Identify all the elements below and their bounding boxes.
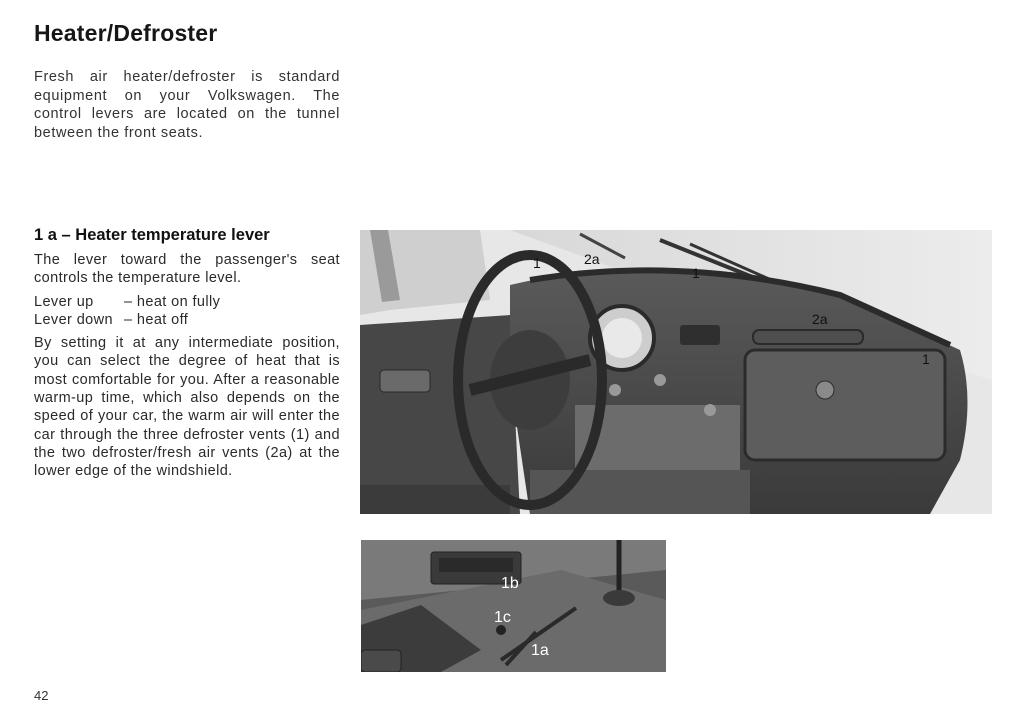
intro-paragraph: Fresh air heater/defroster is standard equipment on your Volkswagen. The control levers are located on the tunnel between the front seats. [34,69,340,141]
vent-callout-2a-center: 2a [584,251,600,267]
lever-position-label: Lever up [34,293,94,310]
vent-callout-2a-right: 2a [812,311,828,327]
lever-position-label: Lever down [34,311,113,328]
heat-setting-paragraph: By setting it at any intermediate position, you can select the degree of heat that is most comfortable for you. After a reasonable warm-up time, which also depends on the speed of your car, the warm air will enter the car through the three defroster vents (1) and the two defroster/fresh air vents (2a) at the lower edge of the windshield. [34,335,340,480]
lever-description: The lever toward the passenger's seat controls the temperature level. [34,252,340,287]
lever-effect-label: – heat on fully [124,293,221,310]
page-title: Heater/Defroster [34,20,218,46]
vent-callout-1-right: 1 [922,351,930,367]
page-number: 42 [34,688,49,703]
tunnel-levers-photo [361,540,666,672]
lever-state-down [34,311,340,329]
lever-callout-1b: 1b [501,575,519,592]
vent-callout-1-center: 1 [692,265,700,281]
section-body [34,251,340,486]
section-heading: 1 a – Heater temperature lever [34,226,270,244]
lever-effect-label: – heat off [124,311,189,328]
lever-callout-1a: 1a [531,642,549,659]
vent-callout-1-left: 1 [533,255,541,271]
lever-state-up [34,293,340,311]
dashboard-photo [360,230,992,514]
lever-callout-1c: 1c [494,609,511,626]
